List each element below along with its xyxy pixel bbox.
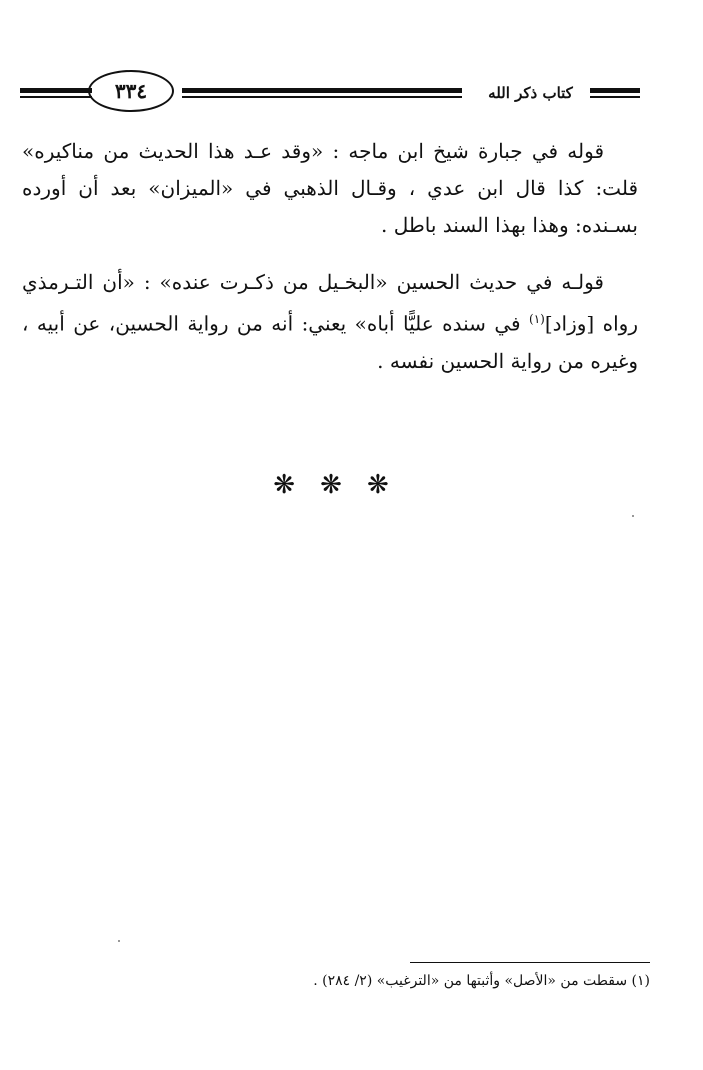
page-header	[0, 0, 703, 130]
footnote-divider	[410, 962, 650, 963]
header-rule-thick	[20, 88, 92, 93]
paragraph	[22, 264, 638, 380]
page-number: ٣٣٤	[88, 70, 174, 112]
header-rule-thick	[590, 88, 640, 93]
header-rule-left	[20, 88, 92, 99]
footnote-marker: (١)	[529, 312, 545, 326]
header-rule-right	[590, 88, 640, 99]
header-rule-thin	[590, 96, 640, 98]
paragraph-text-end: في سنده عليًّا أباه» يعني: أنه من رواية الحسين، عن أبيه ، وغيره من رواية الحسين نفسه .	[22, 311, 638, 373]
paragraph-text-start: قولـه في حديث الحسين «البخـيل من ذكـرت عنده» : «أن التـرمذي رواه [وزاد]	[22, 270, 638, 336]
header-rule-thin	[182, 96, 462, 98]
header-rule-middle	[182, 88, 462, 99]
scan-speck	[118, 940, 120, 942]
footnote: (١) سقطت من «الأصل» وأثبتها من «الترغيب» (٢/ ٢٨٤) .	[313, 973, 650, 989]
book-title: كتاب ذكر الله	[488, 84, 573, 102]
header-rule-thin	[20, 96, 92, 98]
paragraph: قوله في جبارة شيخ ابن ماجه : «وقد عـد هذا الحديث من مناكيره» قلت: كذا قال ابن عدي ، وقـال الذهبي في «الميزان» بعد أن أورده بسـنده: وهذا بهذا السند باطل .	[22, 139, 638, 237]
section-separator: ❋ ❋ ❋	[273, 470, 397, 500]
header-rule-thick	[182, 88, 462, 93]
scan-speck	[632, 515, 634, 517]
main-text	[22, 133, 638, 400]
